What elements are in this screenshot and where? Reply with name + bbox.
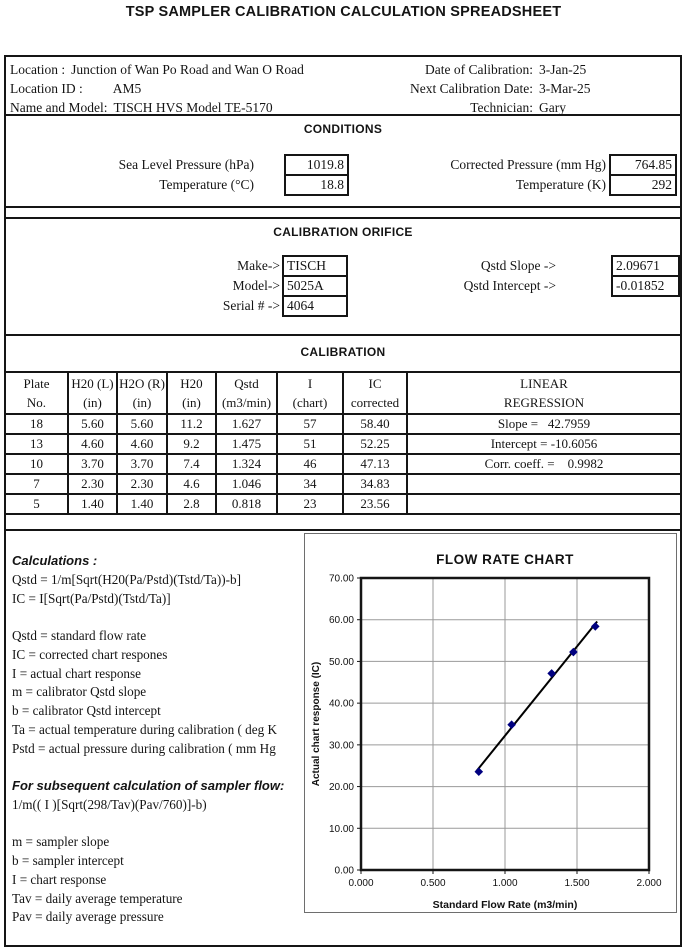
svg-text:1.000: 1.000 (492, 878, 518, 889)
table-cell: 57 (277, 414, 343, 434)
page-title: TSP SAMPLER CALIBRATION CALCULATION SPREADSHEET (125, 4, 562, 20)
table-cell: 23.56 (343, 494, 407, 514)
temperature-c-label: Temperature (°C) (159, 177, 254, 192)
calc-line: Qstd = standard flow rate (12, 628, 147, 643)
calc-line: Tav = daily average temperature (12, 890, 183, 906)
svg-text:20.00: 20.00 (328, 782, 354, 794)
table-cell: 34.83 (343, 474, 407, 494)
calc-line: IC = I[Sqrt(Pa/Pstd)(Tstd/Ta)] (12, 590, 171, 606)
calc-line: Pav = daily average pressure (12, 909, 164, 925)
table-cell: 58.40 (343, 414, 407, 434)
calc-line: b = calibrator Qstd intercept (12, 703, 161, 718)
svg-text:2.000: 2.000 (636, 878, 662, 889)
calibration-table-head (5, 372, 681, 414)
regression-cell: Slope = 42.7959 (407, 414, 681, 434)
qstd-slope-label: Qstd Slope -> (480, 258, 556, 273)
table-header-cell: LINEAR REGRESSION (407, 372, 681, 414)
calc-line: I = actual chart response (12, 665, 141, 681)
table-cell: 5.60 (68, 414, 117, 434)
name-model-value: TISCH HVS Model TE-5170 (113, 100, 273, 115)
location-value: Junction of Wan Po Road and Wan O Road (71, 62, 304, 77)
flow-rate-chart (304, 533, 677, 913)
location-label: Location : (10, 62, 66, 77)
table-cell: 51 (277, 434, 343, 454)
table-header-cell: Plate No. (5, 372, 68, 414)
table-cell: 1.475 (216, 434, 277, 454)
table-cell: 23 (277, 494, 343, 514)
corrected-pressure-field[interactable]: 764.85 (609, 154, 677, 176)
table-header-cell: H20 (L) (in) (68, 372, 117, 414)
calc-line: IC = corrected chart respones (12, 646, 168, 662)
location-id-row (6, 79, 680, 98)
table-cell: 1.627 (216, 414, 277, 434)
svg-text:30.00: 30.00 (328, 740, 354, 752)
technician-label: Technician: (470, 100, 533, 115)
table-cell: 3.70 (68, 454, 117, 474)
table-row (5, 414, 681, 434)
qstd-intercept-field[interactable]: -0.01852 (611, 275, 680, 297)
table-header-cell: I (chart) (277, 372, 343, 414)
table-cell: 4.6 (167, 474, 216, 494)
table-cell: 1.40 (117, 494, 167, 514)
location-id-label: Location ID : (10, 81, 83, 96)
calc-line (12, 608, 304, 627)
table-row (5, 494, 681, 514)
calc-line: Ta = actual temperature during calibration ( deg K (12, 721, 278, 737)
qstd-intercept-label: Qstd Intercept -> (463, 278, 556, 293)
table-header-row (5, 372, 681, 414)
next-calibration-label: Next Calibration Date: (410, 81, 533, 96)
svg-text:0.00: 0.00 (334, 865, 354, 877)
conditions-section (4, 114, 682, 208)
model-field[interactable]: 5025A (282, 275, 348, 297)
temperature-k-label: Temperature (K) (515, 177, 606, 192)
technician-value: Gary (539, 100, 566, 115)
regression-cell: Corr. coeff. = 0.9982 (407, 454, 681, 474)
qstd-slope-field[interactable]: 2.09671 (611, 255, 680, 277)
table-cell: 47.13 (343, 454, 407, 474)
flow-rate-chart-svg (305, 534, 676, 912)
svg-text:50.00: 50.00 (328, 656, 354, 668)
calibration-table-body (5, 414, 681, 514)
sea-level-pressure-field[interactable]: 1019.8 (284, 154, 349, 176)
table-cell: 2.8 (167, 494, 216, 514)
svg-text:FLOW RATE CHART: FLOW RATE CHART (436, 552, 574, 567)
table-row (5, 474, 681, 494)
model-label: Model-> (232, 278, 280, 293)
table-cell: 7 (5, 474, 68, 494)
conditions-title: CONDITIONS (303, 122, 383, 136)
table-cell: 5 (5, 494, 68, 514)
header-info-section (4, 55, 682, 116)
calc-line: m = calibrator Qstd slope (12, 684, 147, 700)
svg-text:60.00: 60.00 (328, 615, 354, 627)
temperature-k-field[interactable]: 292 (609, 174, 677, 196)
serial-label: Serial # -> (222, 298, 280, 313)
table-cell: 11.2 (167, 414, 216, 434)
table-cell: 18 (5, 414, 68, 434)
table-row (5, 434, 681, 454)
calibration-section-band (4, 334, 682, 373)
calc-line: Pstd = actual pressure during calibration ( mm Hg (12, 740, 276, 756)
table-cell: 13 (5, 434, 68, 454)
location-id-value: AM5 (112, 81, 142, 96)
table-cell: 10 (5, 454, 68, 474)
table-cell: 52.25 (343, 434, 407, 454)
table-cell: 0.818 (216, 494, 277, 514)
table-cell: 4.60 (117, 434, 167, 454)
table-cell: 1.046 (216, 474, 277, 494)
calc-line: m = sampler slope (12, 834, 110, 850)
next-calibration-value: 3-Mar-25 (539, 81, 591, 96)
table-cell: 7.4 (167, 454, 216, 474)
serial-field[interactable]: 4064 (282, 295, 348, 317)
svg-text:1.500: 1.500 (564, 878, 590, 889)
calc-line: I = chart response (12, 871, 107, 887)
table-cell: 4.60 (68, 434, 117, 454)
svg-text:70.00: 70.00 (328, 573, 354, 585)
svg-text:0.000: 0.000 (348, 878, 374, 889)
table-header-cell: H20 (in) (167, 372, 216, 414)
regression-cell (407, 474, 681, 494)
svg-text:Standard Flow Rate (m3/min): Standard Flow Rate (m3/min) (432, 899, 578, 911)
svg-text:0.500: 0.500 (420, 878, 446, 889)
svg-text:40.00: 40.00 (328, 698, 354, 710)
corrected-pressure-label: Corrected Pressure (mm Hg) (450, 157, 606, 172)
table-cell: 5.60 (117, 414, 167, 434)
table-row (5, 454, 681, 474)
regression-cell (407, 494, 681, 514)
calibration-title: CALIBRATION (300, 345, 386, 359)
svg-text:10.00: 10.00 (328, 823, 354, 835)
date-of-calibration-value: 3-Jan-25 (539, 62, 587, 77)
make-field[interactable]: TISCH (282, 255, 348, 277)
name-model-label: Name and Model: (10, 100, 108, 115)
calc-line: 1/m(( I )[Sqrt(298/Tav)(Pav/760)]-b) (12, 796, 207, 812)
calculations-block (12, 552, 304, 927)
temperature-c-field[interactable]: 18.8 (284, 174, 349, 196)
regression-cell: Intercept = -10.6056 (407, 434, 681, 454)
calc-line (12, 758, 304, 777)
table-header-cell: IC corrected (343, 372, 407, 414)
table-cell: 2.30 (68, 474, 117, 494)
table-header-cell: H2O (R) (in) (117, 372, 167, 414)
sea-level-pressure-label: Sea Level Pressure (hPa) (118, 157, 254, 172)
table-cell: 34 (277, 474, 343, 494)
calibration-orifice-section (4, 217, 682, 336)
table-cell: 3.70 (117, 454, 167, 474)
date-of-calibration-label: Date of Calibration: (425, 62, 533, 77)
calc-line: Qstd = 1/m[Sqrt(H20(Pa/Pstd)(Tstd/Ta))-b] (12, 571, 242, 587)
svg-text:Actual chart response (IC): Actual chart response (IC) (311, 661, 322, 787)
calc-line: b = sampler intercept (12, 853, 124, 868)
calibration-table (4, 371, 682, 515)
calc-heading: Calculations : (12, 553, 98, 568)
table-cell: 1.40 (68, 494, 117, 514)
calc-line (12, 815, 304, 834)
location-row (6, 57, 680, 79)
make-label: Make-> (237, 258, 280, 273)
table-cell: 9.2 (167, 434, 216, 454)
bottom-section (4, 529, 682, 947)
calibration-orifice-title: CALIBRATION ORIFICE (273, 225, 413, 239)
table-header-cell: Qstd (m3/min) (216, 372, 277, 414)
calc-heading: For subsequent calculation of sampler flow: (12, 778, 285, 793)
table-cell: 1.324 (216, 454, 277, 474)
table-cell: 46 (277, 454, 343, 474)
table-cell: 2.30 (117, 474, 167, 494)
